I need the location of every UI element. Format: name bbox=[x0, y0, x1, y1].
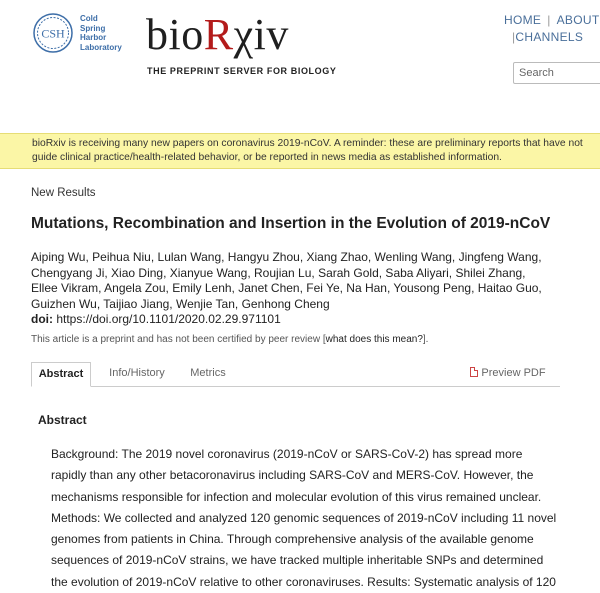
abstract-line: sequences of 2019-nCoV strains, we have tracked multiple inheritable SNPs and determined bbox=[51, 553, 544, 568]
search-placeholder: Search bbox=[519, 67, 554, 79]
pdf-icon bbox=[470, 367, 478, 377]
search-input[interactable] bbox=[513, 62, 600, 84]
top-nav-row2 bbox=[512, 30, 583, 44]
banner-line: guide clinical practice/health-related behavior, or be reported in news media as established information. bbox=[32, 151, 502, 163]
abstract-line: rapidly than any other betacoronavirus including SARS-CoV and MERS-CoV. However, the bbox=[51, 468, 534, 483]
author-list bbox=[31, 250, 561, 312]
tab-info-history[interactable]: Info/History bbox=[109, 367, 165, 379]
banner-line: bioRxiv is receiving many new papers on coronavirus 2019-nCoV. A reminder: these are preliminary reports that have not bbox=[32, 138, 583, 149]
author-line[interactable]: Aiping Wu, Peihua Niu, Lulan Wang, Hangyu Zhou, Xiang Zhao, Wenling Wang, Jingfeng Wang, bbox=[31, 250, 542, 264]
abstract-body bbox=[51, 444, 557, 593]
site-logo[interactable] bbox=[146, 10, 289, 60]
preprint-note-close: ]. bbox=[422, 334, 429, 345]
site-logo-part: bio bbox=[146, 10, 204, 59]
csh-name-line: Harbor bbox=[80, 33, 107, 42]
doi-link[interactable]: https://doi.org/10.1101/2020.02.29.971101 bbox=[56, 312, 281, 326]
site-logo-part: χiv bbox=[233, 10, 289, 59]
article-section-label: New Results bbox=[31, 187, 96, 199]
nav-about-link[interactable]: ABOUT bbox=[556, 13, 600, 27]
tab-preview-pdf[interactable] bbox=[463, 362, 553, 385]
doi-label: doi: bbox=[31, 312, 53, 326]
csh-name bbox=[80, 14, 122, 52]
site-logo-part: R bbox=[203, 10, 234, 59]
nav-separator: | bbox=[547, 13, 551, 27]
nav-home-link[interactable]: HOME bbox=[504, 13, 542, 27]
article-title: Mutations, Recombination and Insertion in the Evolution of 2019-nCoV bbox=[31, 215, 551, 232]
csh-seal-text: CSH bbox=[41, 26, 65, 41]
author-line[interactable]: Guizhen Wu, Taijiao Jiang, Wenjie Tan, Genhong Cheng bbox=[31, 296, 330, 311]
doi bbox=[31, 312, 281, 326]
abstract-heading: Abstract bbox=[38, 413, 87, 427]
abstract-line: the evolution of 2019-nCoV relative to other coronaviruses. Results: Systematic analysis of 120 bbox=[51, 574, 556, 589]
nav-channels-link[interactable]: CHANNELS bbox=[515, 30, 584, 44]
csh-name-line: Laboratory bbox=[80, 42, 122, 52]
csh-name-line: Cold bbox=[80, 14, 98, 23]
abstract-line: mechanisms responsible for infection and molecular evolution of this virus remained unclear. bbox=[51, 489, 542, 504]
preprint-note bbox=[31, 334, 428, 345]
what-does-this-mean-link[interactable]: what does this mean? bbox=[325, 334, 423, 345]
notice-banner bbox=[0, 133, 600, 169]
top-nav bbox=[504, 13, 599, 27]
preprint-note-text: This article is a preprint and has not been certified by peer review [ bbox=[31, 334, 326, 345]
site-tagline: THE PREPRINT SERVER FOR BIOLOGY bbox=[147, 66, 337, 76]
nav-separator: | bbox=[512, 30, 516, 44]
csh-seal-icon bbox=[33, 13, 73, 53]
abstract-line: Methods: We collected and analyzed 120 genomic sequences of 2019-nCoV including 11 novel bbox=[51, 510, 557, 525]
abstract-line: genomes from patients in China. Through comprehensive analysis of the available genome bbox=[51, 532, 534, 547]
csh-name-line: Spring bbox=[80, 23, 106, 33]
tab-abstract[interactable]: Abstract bbox=[31, 362, 91, 387]
abstract-line: Background: The 2019 novel coronavirus (2019-nCoV or SARS-CoV-2) has spread more bbox=[51, 447, 523, 461]
author-line[interactable]: Chengyang Ji, Xiao Ding, Xianyue Wang, Roujian Lu, Sarah Gold, Saba Aliyari, Shilei Zhang, bbox=[31, 265, 526, 280]
article-tabs bbox=[31, 362, 560, 387]
tab-metrics[interactable]: Metrics bbox=[190, 367, 226, 379]
author-line[interactable]: Ellee Vikram, Angela Zou, Emily Lenh, Janet Chen, Fei Ye, Na Han, Yousong Peng, Haitao Guo, bbox=[31, 281, 542, 295]
tab-preview-pdf-label: Preview PDF bbox=[481, 367, 546, 379]
csh-logo[interactable] bbox=[33, 13, 128, 57]
